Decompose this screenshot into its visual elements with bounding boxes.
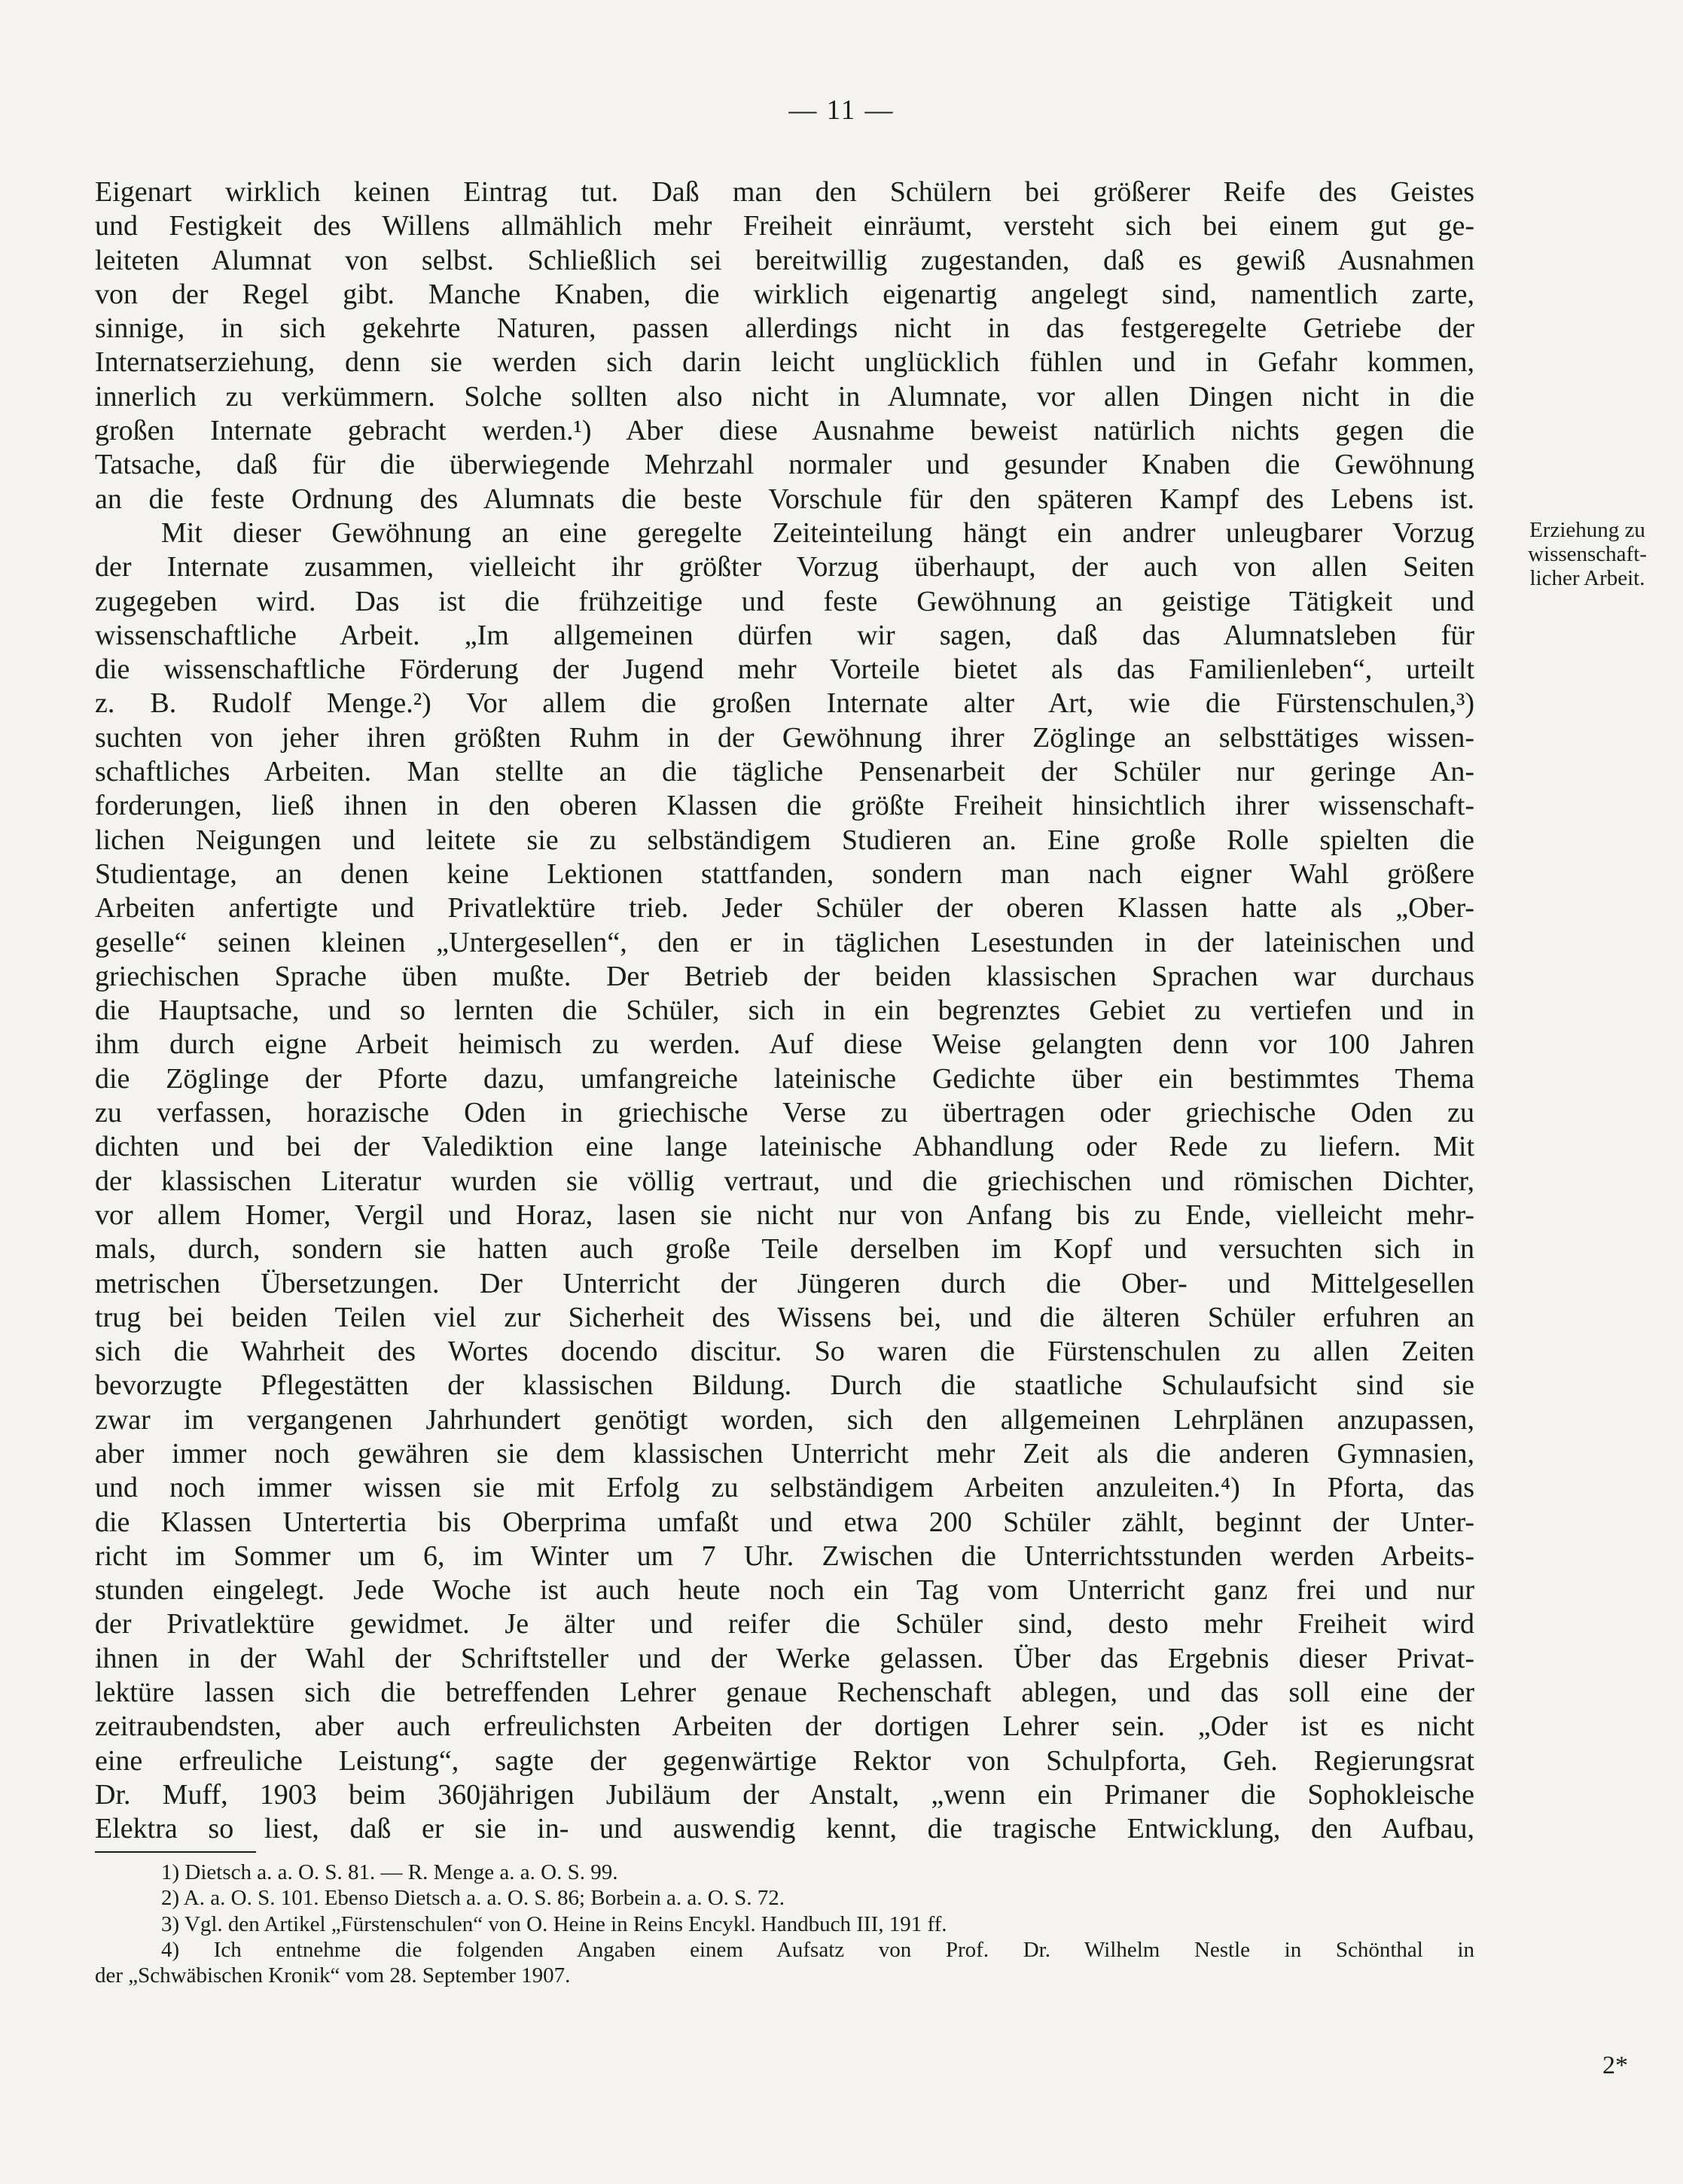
- margin-note-line: licher Arbeit.: [1529, 566, 1645, 590]
- margin-note-line: Erziehung zu: [1529, 518, 1645, 542]
- body-line: der Privatlektüre gewidmet. Je älter und reifer die Schüler sind, desto mehr Freiheit wird: [95, 1608, 1474, 1640]
- body-line: an die feste Ordnung des Alumnats die beste Vorschule für den späteren Kampf des Lebens ist.: [95, 483, 1474, 515]
- footnotes: [95, 1860, 1474, 1988]
- footnote: 2) A. a. O. S. 101. Ebenso Dietsch a. a. O. S. 86; Borbein a. a. O. S. 72.: [161, 1886, 785, 1911]
- body-line: vor allem Homer, Vergil und Horaz, lasen sie nicht nur von Anfang bis zu Ende, vielleicht mehr-: [95, 1199, 1474, 1231]
- body-line: schaftliches Arbeiten. Man stellte an die tägliche Pensenarbeit der Schüler nur geringe An-: [95, 756, 1474, 788]
- body-line: z. B. Rudolf Menge.²) Vor allem die großen Internate alter Art, wie die Fürstenschulen,³): [95, 687, 1474, 720]
- body-line: geselle“ seinen kleinen „Untergesellen“, den er in täglichen Lesestunden in der lateinischen und: [95, 926, 1474, 958]
- body-line: großen Internate gebracht werden.¹) Aber diese Ausnahme beweist natürlich nichts gegen die: [95, 415, 1474, 447]
- body-line: innerlich zu verkümmern. Solche sollten also nicht in Alumnate, vor allen Dingen nicht in die: [95, 380, 1474, 413]
- body-line: von der Regel gibt. Manche Knaben, die wirklich eigenartig angelegt sind, namentlich zarte,: [95, 278, 1474, 310]
- body-line: stunden eingelegt. Jede Woche ist auch heute noch ein Tag vom Unterricht ganz frei und nur: [95, 1574, 1474, 1607]
- body-line: eine erfreuliche Leistung“, sagte der gegenwärtige Rektor von Schulpforta, Geh. Regierungsrat: [95, 1744, 1474, 1777]
- body-line: die wissenschaftliche Förderung der Jugend mehr Vorteile bietet als das Familienleben“, urteilt: [95, 653, 1474, 686]
- body-line: die Zöglinge der Pforte dazu, umfangreiche lateinische Gedichte über ein bestimmtes Thema: [95, 1062, 1474, 1095]
- body-line: Arbeiten anfertigte und Privatlektüre trieb. Jeder Schüler der oberen Klassen hatte als „Ober-: [95, 892, 1474, 924]
- body-line: trug bei beiden Teilen viel zur Sicherheit des Wissens bei, und die älteren Schüler erfuhren an: [95, 1301, 1474, 1333]
- body-line: der klassischen Literatur wurden sie völlig vertraut, und die griechischen und römischen Dichter,: [95, 1165, 1474, 1197]
- margin-note-line: wissenschaft-: [1528, 542, 1647, 566]
- body-line: richt im Sommer um 6, im Winter um 7 Uhr. Zwischen die Unterrichtsstunden werden Arbeits-: [95, 1540, 1474, 1572]
- body-line: der Internate zusammen, vielleicht ihr größter Vorzug überhaupt, der auch von allen Seiten: [95, 551, 1474, 583]
- body-line: leiteten Alumnat von selbst. Schließlich sei bereitwillig zugestanden, daß es gewiß Ausnahmen: [95, 244, 1474, 276]
- footnote: 1) Dietsch a. a. O. S. 81. — R. Menge a. a. O. S. 99.: [161, 1860, 618, 1884]
- body-line: ihm durch eigne Arbeit heimisch zu werden. Auf diese Weise gelangten denn vor 100 Jahren: [95, 1028, 1474, 1061]
- body-line: sich die Wahrheit des Wortes docendo discitur. So waren die Fürstenschulen zu allen Zeiten: [95, 1336, 1474, 1368]
- body-line: und Festigkeit des Willens allmählich mehr Freiheit einräumt, versteht sich bei einem gut ge-: [95, 210, 1474, 242]
- body-line: zeitraubendsten, aber auch erfreulichsten Arbeiten der dortigen Lehrer sein. „Oder ist es nicht: [95, 1710, 1474, 1743]
- margin-note: [1501, 518, 1674, 590]
- body-line: metrischen Übersetzungen. Der Unterricht der Jüngeren durch die Ober- und Mittelgesellen: [95, 1267, 1474, 1299]
- paragraph-start-line: Mit dieser Gewöhnung an eine geregelte Zeiteinteilung hängt ein andrer unleugbarer Vorzug: [161, 516, 1474, 549]
- body-line: die Klassen Untertertia bis Oberprima umfaßt und etwa 200 Schüler zählt, beginnt der Unter-: [95, 1506, 1474, 1538]
- body-line: die Hauptsache, und so lernten die Schüler, sich in ein begrenztes Gebiet zu vertiefen und in: [95, 995, 1474, 1027]
- body-line: Eigenart wirklich keinen Eintrag tut. Daß man den Schülern bei größerer Reife des Geistes: [95, 176, 1474, 208]
- body-line: dichten und bei der Valediktion eine lange lateinische Abhandlung oder Rede zu liefern. Mit: [95, 1131, 1474, 1163]
- body-line: mals, durch, sondern sie hatten auch große Teile derselben im Kopf und versuchten sich in: [95, 1233, 1474, 1266]
- page-number: — 11 —: [788, 95, 895, 126]
- footnote: 3) Vgl. den Artikel „Fürstenschulen“ von O. Heine in Reins Encykl. Handbuch III, 191 ff.: [161, 1911, 947, 1936]
- body-line: ihnen in der Wahl der Schriftsteller und der Werke gelassen. Über das Ergebnis dieser Privat-: [95, 1642, 1474, 1674]
- body-line: Dr. Muff, 1903 beim 360jährigen Jubiläum der Anstalt, „wenn ein Primaner die Sophokleische: [95, 1778, 1474, 1811]
- body-line: lichen Neigungen und leitete sie zu selbständigem Studieren an. Eine große Rolle spielten die: [95, 824, 1474, 856]
- body-line: aber immer noch gewähren sie dem klassischen Unterricht mehr Zeit als die anderen Gymnasien,: [95, 1437, 1474, 1470]
- footnote-divider: [95, 1851, 256, 1853]
- body-line: wissenschaftliche Arbeit. „Im allgemeinen dürfen wir sagen, daß das Alumnatsleben für: [95, 619, 1474, 651]
- body-line: zugegeben wird. Das ist die frühzeitige und feste Gewöhnung an geistige Tätigkeit und: [95, 585, 1474, 617]
- body-line: zu verfassen, horazische Oden in griechische Verse zu übertragen oder griechische Oden zu: [95, 1097, 1474, 1129]
- body-line: forderungen, ließ ihnen in den oberen Klassen die größte Freiheit hinsichtlich ihrer wissenschaft-: [95, 790, 1474, 822]
- body-line: bevorzugte Pflegestätten der klassischen Bildung. Durch die staatliche Schulaufsicht sind sie: [95, 1369, 1474, 1402]
- body-line: suchten von jeher ihren größten Ruhm in der Gewöhnung ihrer Zöglinge an selbsttätiges wissen-: [95, 721, 1474, 754]
- body-line: sinnige, in sich gekehrte Naturen, passen allerdings nicht in das festgeregelte Getriebe der: [95, 312, 1474, 345]
- body-line: Studientage, an denen keine Lektionen stattfanden, sondern man nach eigner Wahl größere: [95, 857, 1474, 890]
- body-text: [95, 175, 1474, 1847]
- footnote-continuation: der „Schwäbischen Kronik“ vom 28. September 1907.: [95, 1963, 571, 1988]
- printer-signature: 2*: [1602, 2051, 1628, 2079]
- body-line: griechischen Sprache üben mußte. Der Betrieb der beiden klassischen Sprachen war durchaus: [95, 960, 1474, 992]
- body-line: und noch immer wissen sie mit Erfolg zu selbständigem Arbeiten anzuleiten.⁴) In Pforta, das: [95, 1472, 1474, 1504]
- body-line: Internatserziehung, denn sie werden sich darin leicht unglücklich fühlen und in Gefahr kommen,: [95, 346, 1474, 379]
- body-line: lektüre lassen sich die betreffenden Lehrer genaue Rechenschaft ablegen, und das soll eine der: [95, 1677, 1474, 1709]
- body-line: Tatsache, daß für die überwiegende Mehrzahl normaler und gesunder Knaben die Gewöhnung: [95, 449, 1474, 481]
- body-line: zwar im vergangenen Jahrhundert genötigt worden, sich den allgemeinen Lehrplänen anzupassen,: [95, 1403, 1474, 1436]
- footnote: 4) Ich entnehme die folgenden Angaben einem Aufsatz von Prof. Dr. Wilhelm Nestle in Schönthal in: [161, 1937, 1474, 1962]
- body-line: Elektra so liest, daß er sie in- und auswendig kennt, die tragische Entwicklung, den Aufbau,: [95, 1813, 1474, 1845]
